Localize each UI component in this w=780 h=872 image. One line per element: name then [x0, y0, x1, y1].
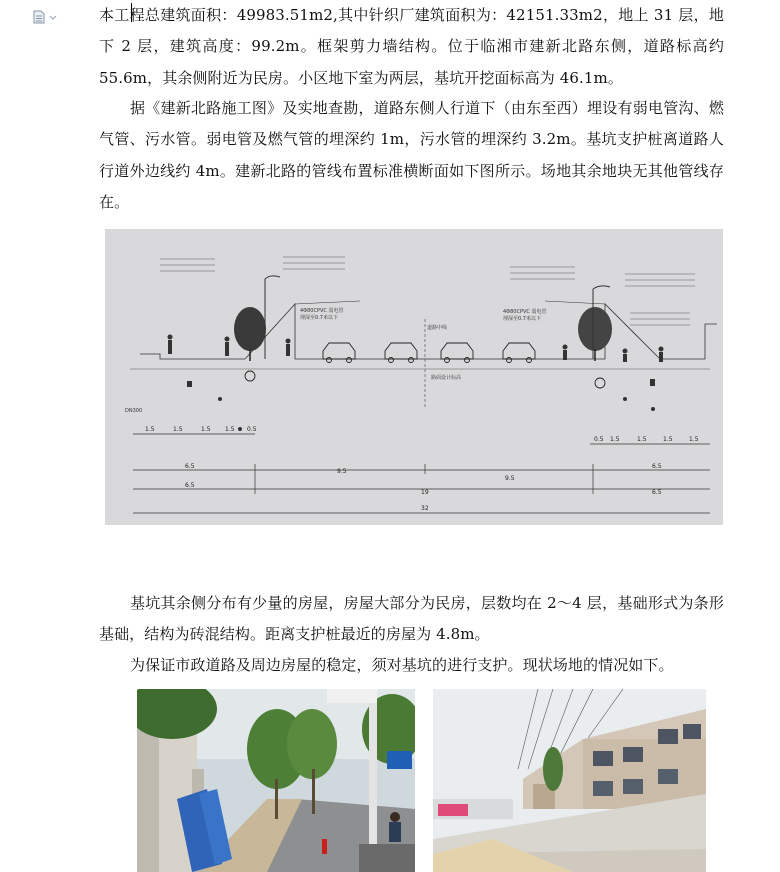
paragraph-project-overview[interactable]: 本工程总建筑面积：49983.51m2,其中针织厂建筑面积为：42151.33m2，地上 31 层，地下 2 层，建筑高度：99.2m。框架剪力墙结构。位于临湘市建新北路东侧，道路标高约 55.6m，其余侧附近为民房。小区地下室为两层，基坑开挖面标高为 46.1m。 — [99, 6, 724, 87]
dim-r2-2: 9.5 — [337, 468, 347, 475]
pipe-label-left: 4Φ80CPVC 弱电管 — [300, 308, 344, 314]
left-small-label: DN300 — [125, 408, 143, 414]
dim-r1-l5: 0.5 — [247, 426, 257, 433]
dim-r2-4: 6.5 — [652, 463, 662, 470]
dim-r1-r5: 1.5 — [689, 436, 699, 443]
dim-r4: 32 — [421, 505, 429, 512]
paragraph-support[interactable]: 为保证市政道路及周边房屋的稳定，须对基坑的进行支护。现状场地的情况如下。 — [130, 656, 674, 674]
pipe-note-left: 埋深至0.7米以下 — [300, 315, 338, 321]
pipe-note-right: 埋深至0.7米以下 — [503, 316, 541, 322]
dim-r1-r4: 1.5 — [663, 436, 673, 443]
dim-r1-r3: 1.5 — [637, 436, 647, 443]
street-photo — [137, 689, 415, 872]
site-photo — [433, 689, 706, 872]
road-cross-section-figure — [105, 229, 723, 525]
paragraph-houses[interactable]: 基坑其余侧分布有少量的房屋，房屋大部分为民房，层数均在 2～4 层，基础形式为条形基础，结构为砖混结构。距离支护桩最近的房屋为 4.8m。 — [99, 594, 724, 644]
dim-r1-l1: 1.5 — [145, 426, 155, 433]
dim-r3-3: 6.5 — [652, 489, 662, 496]
dim-r1-l3: 1.5 — [201, 426, 211, 433]
centerline-label: 道路中线 — [427, 325, 448, 331]
dim-r1-l2: 1.5 — [173, 426, 183, 433]
dim-r1-r1: 0.5 — [594, 436, 604, 443]
dim-r1-r2: 1.5 — [610, 436, 620, 443]
dim-r2-1: 6.5 — [185, 463, 195, 470]
dim-r1-l4: 1.5 — [225, 426, 235, 433]
paragraph-pipelines[interactable]: 据《建新北路施工图》及实地查勘，道路东侧人行道下（由东至西）埋设有弱电管沟、燃气管、污水管。弱电管及燃气管的埋深约 1m，污水管的埋深约 3.2m。基坑支护桩离道路人行道外边线约 4m。建新北路的管线布置标准横断面如下图所示。场地其余地块无其他管线存在。 — [99, 99, 724, 211]
dim-r3-2: 19 — [421, 489, 429, 496]
document-icon[interactable] — [33, 9, 59, 23]
dim-r2-3: 9.5 — [505, 475, 515, 482]
dim-r3-1: 6.5 — [185, 482, 195, 489]
bottom-mark-label: 路面设计标高 — [431, 375, 462, 381]
pipe-label-right: 4Φ80CPVC 弱电管 — [503, 309, 547, 315]
